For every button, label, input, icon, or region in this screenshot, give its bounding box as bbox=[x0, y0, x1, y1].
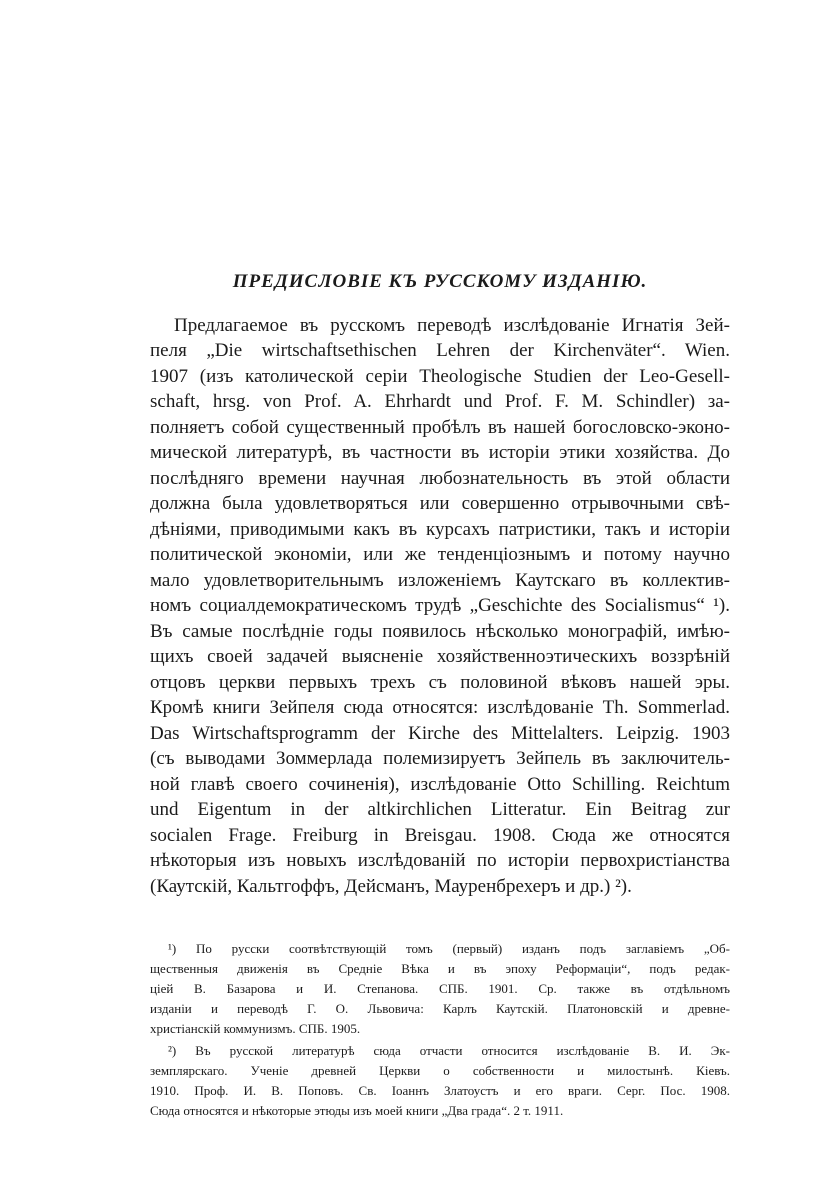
body-line: щихъ своей задачей выясненіе хозяйственноэтическихъ воззрѣній bbox=[150, 646, 730, 668]
footnote-line: щественныя движенія въ Средніе Вѣка и въ эпоху Реформаціи“, подъ редак- bbox=[150, 961, 730, 977]
body-line: schaft, hrsg. von Prof. A. Ehrhardt und Prof. F. M. Schindler) за- bbox=[150, 391, 730, 413]
body-line: отцовъ церкви первыхъ трехъ съ половиной вѣковъ нашей эры. bbox=[150, 671, 730, 693]
body-line: должна была удовлетворяться или совершенно отрывочными свѣ- bbox=[150, 493, 730, 515]
footnote-line: 1910. Проф. И. В. Поповъ. Св. Іоаннъ Златоустъ и его враги. Серг. Пос. 1908. bbox=[150, 1083, 730, 1099]
body-paragraph bbox=[150, 313, 730, 900]
footnote-line: христіанскій коммунизмъ. СПБ. 1905. bbox=[150, 1021, 361, 1037]
body-line: (Каутскій, Кальтгоффъ, Дейсманъ, Мауренбрехеръ и др.) ²). bbox=[150, 875, 632, 897]
footnote-1 bbox=[150, 939, 730, 1039]
page-title: ПРЕДИСЛОВІЕ КЪ РУССКОМУ ИЗДАНІЮ. bbox=[232, 271, 648, 292]
footnote-line: Сюда относятся и нѣкоторые этюды изъ моей книги „Два града“. 2 т. 1911. bbox=[150, 1103, 564, 1119]
footnote-line: ²) Въ русской литературѣ сюда отчасти относится изслѣдованіе В. И. Эк- bbox=[168, 1043, 730, 1059]
body-line: нѣкоторыя изъ новыхъ изслѣдованій по исторіи первохристіанства bbox=[150, 850, 730, 872]
footnotes bbox=[150, 939, 730, 1121]
footnote-line: ¹) По русски соотвѣтствующій томъ (первый) изданъ подъ заглавіемъ „Об- bbox=[168, 941, 730, 957]
body-line: Въ самые послѣдніе годы появилось нѣсколько монографій, имѣю- bbox=[150, 620, 730, 642]
body-line: (съ выводами Зоммерлада полемизируетъ Зейпель въ заключитель- bbox=[150, 748, 730, 770]
body-line: und Eigentum in der altkirchlichen Litteratur. Ein Beitrag zur bbox=[150, 799, 730, 821]
body-line: дѣніями, приводимыми какъ въ курсахъ патристики, такъ и исторіи bbox=[150, 518, 730, 540]
body-line: Das Wirtschaftsprogramm der Kirche des Mittelalters. Leipzig. 1903 bbox=[150, 722, 730, 744]
page bbox=[150, 270, 730, 1123]
body-line: socialen Frage. Freiburg in Breisgau. 1908. Сюда же относятся bbox=[150, 824, 730, 846]
footnote-2 bbox=[150, 1041, 730, 1121]
body-line: политической экономіи, или же тенденціознымъ и потому научно bbox=[150, 544, 730, 566]
footnote-line: ціей В. Базарова и И. Степанова. СПБ. 1901. Ср. также въ отдѣльномъ bbox=[150, 981, 730, 997]
body-line: послѣдняго времени научная любознательность въ этой области bbox=[150, 467, 730, 489]
body-line: 1907 (изъ католической серіи Theologische Studien der Leo-Gesell- bbox=[150, 365, 730, 387]
body-line: Кромѣ книги Зейпеля сюда относятся: изслѣдованіе Th. Sommerlad. bbox=[150, 697, 730, 719]
body-line: полняетъ собой существенный пробѣлъ въ нашей богословско-эконо- bbox=[150, 416, 730, 438]
footnote-line: изданіи и переводѣ Г. О. Львовича: Карлъ Каутскій. Платоновскій и древне- bbox=[150, 1001, 730, 1017]
body-line: ной главѣ своего сочиненія), изслѣдованіе Otto Schilling. Reichtum bbox=[150, 773, 730, 795]
body-line: мало удовлетворительнымъ изложеніемъ Каутскаго въ коллектив- bbox=[150, 569, 730, 591]
footnote-line: земплярскаго. Ученіе древней Церкви о собственности и милостынѣ. Кіевъ. bbox=[150, 1063, 730, 1079]
body-line: номъ социалдемократическомъ трудѣ „Geschichte des Socialismus“ ¹). bbox=[150, 595, 730, 617]
body-line: мической литературѣ, въ частности въ исторіи этики хозяйства. До bbox=[150, 442, 730, 464]
body-line: пеля „Die wirtschaftsethischen Lehren der Kirchenväter“. Wien. bbox=[150, 340, 730, 362]
body-line: Предлагаемое въ русскомъ переводѣ изслѣдованіе Игнатія Зей- bbox=[174, 314, 730, 336]
